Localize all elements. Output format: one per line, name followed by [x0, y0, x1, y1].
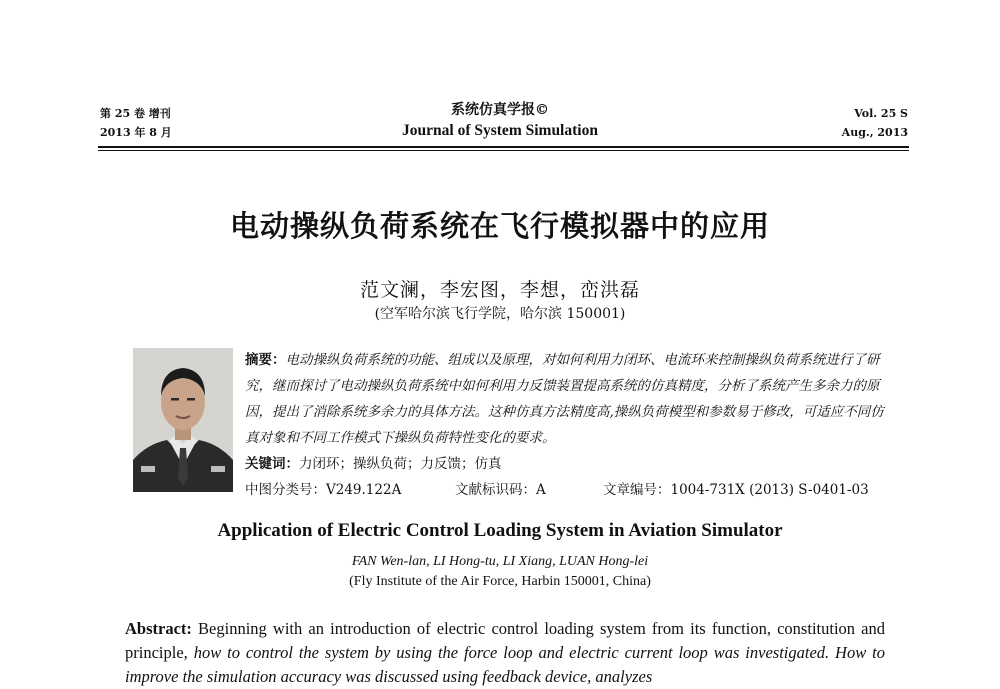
date-cn: 2013 年 8 月	[100, 126, 172, 139]
title-cn: 电动操纵负荷系统在飞行模拟器中的应用	[229, 209, 770, 243]
doc-code-label: 文献标识码：	[455, 482, 536, 498]
doc-code-group	[455, 477, 603, 503]
doc-code-value: A	[536, 482, 546, 498]
article-no-label: 文章编号：	[603, 482, 671, 498]
article-no-group	[603, 477, 869, 503]
journal-name-en: Journal of System Simulation	[402, 122, 598, 139]
article-no-value: 1004-731X (2013) S-0401-03	[670, 482, 869, 498]
keywords-text-cn: 力闭环；操纵负荷；力反馈；仿真	[299, 456, 502, 472]
clc-label: 中图分类号：	[245, 482, 326, 498]
authors-en: FAN Wen-lan, LI Hong-tu, LI Xiang, LUAN Hong-lei	[351, 554, 649, 569]
abstract-label-cn: 摘要：	[245, 352, 286, 368]
classification-line	[245, 477, 890, 503]
authors-cn: 范文澜，李宏图，李想，峦洪磊	[359, 279, 640, 301]
volume-en: Vol. 25 S	[854, 107, 908, 120]
abstract-en	[125, 617, 885, 689]
header-right	[842, 104, 908, 142]
abstract-text-en-1: Beginning with an introduction of electric control loading system from its function, constitution and principle,	[125, 619, 885, 662]
abstract-text-cn: 电动操纵负荷系统的功能、组成以及原理，对如何利用力闭环、电流环来控制操纵负荷系统进行了研究，继而探讨了电动操纵负荷系统中如何利用力反馈装置提高系统的仿真精度，分析了系统产生多余力的原因，提出了消除系统多余力的具体方法。这种仿真方法精度高,操纵负荷模型和参数易于修改，可适应不同仿真对象和不同工作模式下操纵负荷特性变化的要求。	[245, 352, 884, 446]
affiliation-cn: (空军哈尔滨飞行学院，哈尔滨 150001)	[374, 306, 626, 322]
header-rule	[98, 146, 909, 151]
clc-group	[245, 477, 455, 503]
keywords-cn	[245, 451, 502, 477]
date-en: Aug., 2013	[841, 126, 908, 139]
affiliation-en: (Fly Institute of the Air Force, Harbin 150001, China)	[349, 574, 651, 589]
title-en: Application of Electric Control Loading System in Aviation Simulator	[217, 520, 783, 541]
clc-value: V249.122A	[326, 482, 402, 498]
abstract-label-en: Abstract:	[125, 619, 192, 638]
abstract-cn	[245, 347, 890, 451]
author-portrait-image	[133, 348, 233, 492]
abstract-text-en-2: how to control the system by using the force loop and electric current loop was investigated. How to improve the simulation accuracy was discussed using feedback device, analyzes	[125, 643, 885, 686]
keywords-label-cn: 关键词：	[245, 456, 299, 472]
volume-cn: 第 25 卷 增刊	[100, 107, 171, 120]
author-photo	[133, 348, 233, 492]
journal-name-cn: 系统仿真学报©	[451, 102, 549, 118]
